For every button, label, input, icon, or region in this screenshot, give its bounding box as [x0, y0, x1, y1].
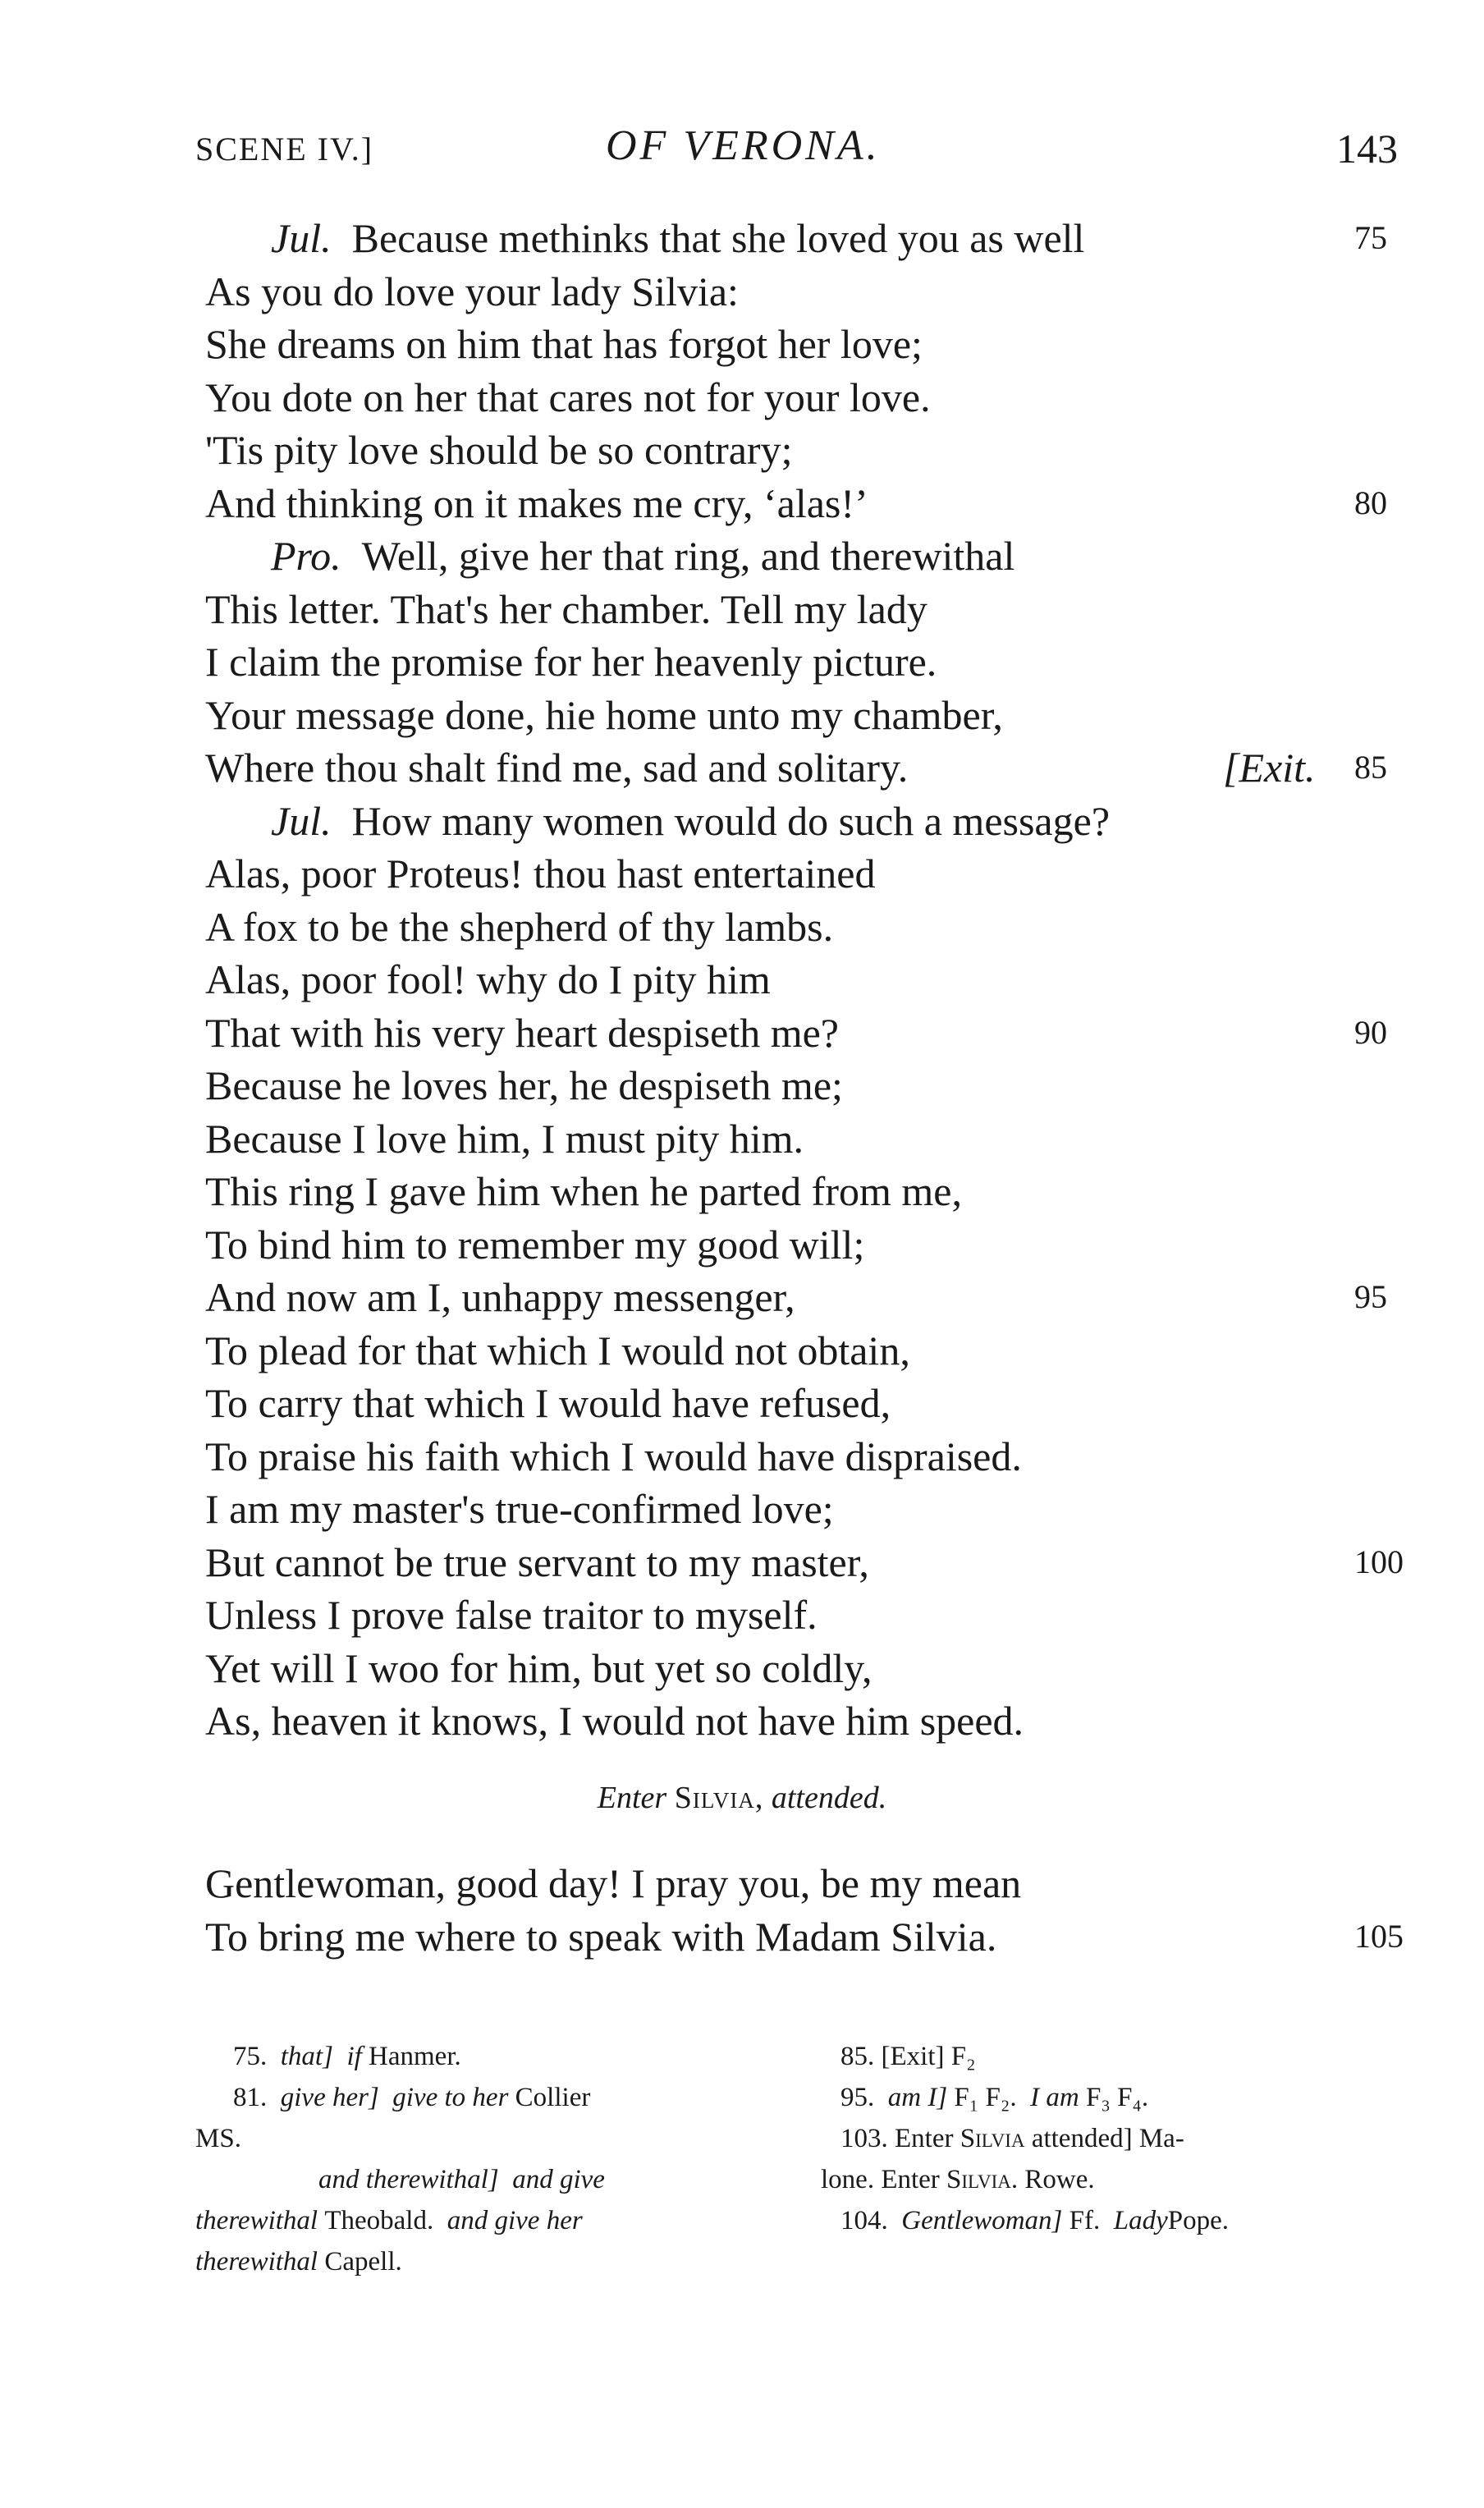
verse-text — [205, 741, 908, 794]
verse-text — [205, 1910, 996, 1963]
line-text: And now am I, unhappy messenger, — [205, 1274, 795, 1320]
verse-line — [0, 953, 1484, 1006]
line-text: A fox to be the shepherd of thy lambs. — [205, 903, 834, 950]
footnote-line: therewithal Capell. — [195, 2247, 402, 2276]
verse-line — [0, 265, 1484, 318]
line-text: Unless I prove false traitor to myself. — [205, 1592, 818, 1638]
verse-line — [0, 1536, 1484, 1589]
line-number: 100 — [1354, 1543, 1404, 1580]
line-text: Because methinks that she loved you as well — [351, 215, 1085, 261]
verse-text — [205, 1006, 839, 1059]
verse-text — [205, 1271, 795, 1323]
running-title: OF VERONA. — [606, 122, 881, 169]
verse-text — [205, 1642, 872, 1694]
verse-line — [0, 847, 1484, 900]
verse-line — [0, 1589, 1484, 1641]
line-text: But cannot be true servant to my master, — [205, 1538, 869, 1585]
footnotes-left-column — [195, 2036, 770, 2282]
line-text: I claim the promise for her heavenly picture. — [205, 639, 937, 685]
verse-text — [205, 1694, 1024, 1747]
line-number: 80 — [1354, 484, 1387, 521]
footnote-line: MS. — [195, 2124, 241, 2153]
line-number: 105 — [1354, 1917, 1404, 1955]
line-text: That with his very heart despiseth me? — [205, 1009, 839, 1056]
line-text: Your message done, hie home unto my chamber, — [205, 691, 1003, 738]
verse-line — [0, 689, 1484, 741]
verse-line — [0, 530, 1484, 582]
verse-line — [0, 901, 1484, 953]
verse-text — [205, 1857, 1021, 1910]
verse-text — [205, 1165, 962, 1217]
footnote-line: 103. Enter Silvia attended] Ma- — [840, 2124, 1184, 2153]
verse-line — [0, 424, 1484, 476]
stage-direction — [0, 1780, 1484, 1816]
line-text: Alas, poor Proteus! thou hast entertained — [205, 851, 876, 896]
line-number: 90 — [1354, 1013, 1387, 1051]
verse-text — [205, 1536, 869, 1589]
verse-line — [0, 1271, 1484, 1323]
line-text: As you do love your lady Silvia: — [205, 268, 739, 314]
verse-line — [0, 1857, 1484, 1910]
speaker-name: Pro. — [271, 533, 341, 579]
verse-text — [271, 795, 1110, 847]
verse-text — [205, 1377, 891, 1429]
footnotes-right-column — [821, 2036, 1395, 2241]
verse-text — [205, 318, 923, 370]
line-text: To praise his faith which I would have dispraised. — [205, 1433, 1022, 1479]
footnote-line: 104. Gentlewoman] Ff. LadyPope. — [840, 2206, 1229, 2235]
line-text: As, heaven it knows, I would not have him speed. — [205, 1698, 1024, 1744]
running-header — [0, 122, 1484, 179]
verse-text — [205, 689, 1003, 741]
exit-direction: [Exit. — [1223, 745, 1316, 791]
footnote-line: 85. [Exit] F₂ — [840, 2042, 976, 2071]
verse-line — [0, 1377, 1484, 1429]
verse-text — [205, 635, 937, 688]
line-text: To bring me where to speak with Madam Silvia. — [205, 1913, 997, 1960]
verse-text — [271, 212, 1084, 264]
verse-line — [0, 1642, 1484, 1694]
line-text: To plead for that which I would not obtain, — [205, 1327, 910, 1373]
verse-text — [271, 530, 1015, 582]
verse-line — [0, 1112, 1484, 1165]
verse-line — [0, 212, 1484, 264]
verse-line — [0, 1430, 1484, 1483]
verse-text — [205, 1059, 843, 1112]
footnote-line: 81. give her] give to her Collier — [233, 2083, 591, 2112]
verse-line — [0, 1694, 1484, 1747]
footnote-line: 95. am I] F₁ F₂. I am F₃ F₄. — [840, 2083, 1149, 2112]
scene-label: SCENE IV.] — [195, 131, 374, 167]
verse-text — [205, 1589, 818, 1641]
line-text: This letter. That's her chamber. Tell my lady — [205, 585, 928, 632]
verse-text — [205, 424, 792, 476]
verse-line — [0, 583, 1484, 635]
verse-text — [205, 265, 739, 318]
line-text: How many women would do such a message? — [351, 797, 1111, 844]
verse-text — [205, 371, 931, 424]
verse-text — [205, 847, 875, 900]
footnote-line: and therewithal] and give — [318, 2165, 605, 2194]
page-number: 143 — [1336, 126, 1398, 172]
speaker-name: Jul. — [271, 797, 332, 844]
line-text: Gentlewoman, good day! I pray you, be my mean — [205, 1860, 1022, 1906]
line-number: 95 — [1354, 1278, 1387, 1315]
stage-direction-enter: Enter — [597, 1781, 667, 1815]
speaker-name: Jul. — [271, 215, 332, 261]
verse-line — [0, 477, 1484, 530]
verse-text — [205, 901, 833, 953]
line-number: 75 — [1354, 219, 1387, 256]
verse-text — [205, 1483, 834, 1535]
verse-line — [0, 318, 1484, 370]
line-text: You dote on her that cares not for your love. — [205, 374, 931, 420]
line-number: 85 — [1354, 749, 1387, 786]
line-text: To bind him to remember my good will; — [205, 1221, 865, 1268]
verse-line — [0, 1006, 1484, 1059]
verse-text — [205, 1218, 864, 1271]
line-text: This ring I gave him when he parted from me, — [205, 1168, 962, 1214]
footnote-line: therewithal Theobald. and give her — [195, 2206, 583, 2235]
line-text: Well, give her that ring, and therewithal — [361, 533, 1015, 579]
verse-text — [205, 953, 771, 1006]
line-text: Because he loves her, he despiseth me; — [205, 1062, 843, 1108]
line-text: Yet will I woo for him, but yet so coldly, — [205, 1644, 873, 1691]
verse-text — [205, 1112, 804, 1165]
line-text: 'Tis pity love should be so contrary; — [205, 427, 793, 473]
line-text: Where thou shalt find me, sad and solitary. — [205, 745, 909, 791]
verse-text — [205, 1430, 1022, 1483]
line-text: To carry that which I would have refused, — [205, 1380, 891, 1426]
verse-line — [0, 635, 1484, 688]
verse-text — [205, 477, 868, 530]
verse-text — [205, 1324, 910, 1377]
verse-line — [0, 1218, 1484, 1271]
verse-line — [0, 1165, 1484, 1217]
verse-line — [0, 795, 1484, 847]
verse-line — [0, 1910, 1484, 1963]
verse-text — [205, 583, 928, 635]
line-text: And thinking on it makes me cry, ‘alas!’ — [205, 479, 868, 526]
stage-direction-character: Silvia, — [674, 1781, 764, 1815]
verse-line — [0, 1324, 1484, 1377]
verse-line — [0, 371, 1484, 424]
verse-line — [0, 1059, 1484, 1112]
footnote-line: lone. Enter Silvia. Rowe. — [821, 2165, 1095, 2194]
verse-line — [0, 1483, 1484, 1535]
line-text: Alas, poor fool! why do I pity him — [205, 956, 771, 1002]
footnote-line: 75. that] if Hanmer. — [233, 2042, 461, 2071]
line-text: I am my master's true-confirmed love; — [205, 1486, 834, 1532]
stage-direction-rest: attended. — [771, 1781, 887, 1815]
line-text: Because I love him, I must pity him. — [205, 1115, 804, 1162]
verse-line — [0, 741, 1484, 794]
line-text: She dreams on him that has forgot her love; — [205, 321, 923, 367]
